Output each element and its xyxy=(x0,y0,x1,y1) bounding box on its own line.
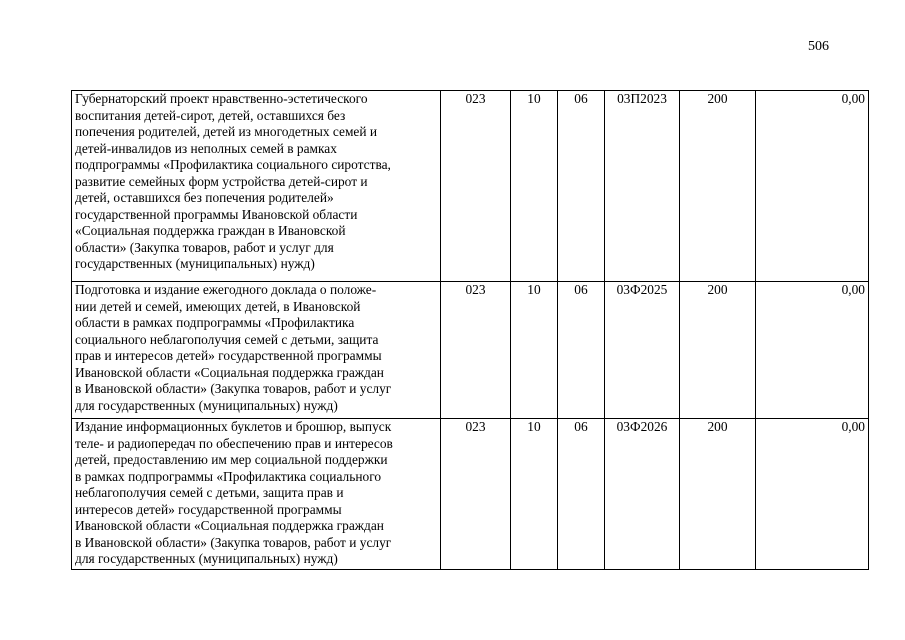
subsection-code-cell: 06 xyxy=(558,91,605,282)
ministry-code-cell: 023 xyxy=(441,91,511,282)
target-article-cell: 03Ф2026 xyxy=(605,419,680,570)
description-cell xyxy=(72,91,441,282)
target-article-cell: 03П2023 xyxy=(605,91,680,282)
description-line: интересов детей» государственной программы xyxy=(75,501,342,517)
description-line: воспитания детей-сирот, детей, оставшихся без xyxy=(75,107,346,123)
description-line: Издание информационных буклетов и брошюр, выпуск xyxy=(75,419,392,434)
expense-type-cell: 200 xyxy=(680,91,756,282)
target-article-cell: 03Ф2025 xyxy=(605,282,680,419)
description-line: Подготовка и издание ежегодного доклада о положе- xyxy=(75,282,377,297)
description-line: Ивановской области «Социальная поддержка граждан xyxy=(75,518,384,533)
description-line: для государственных (муниципальных) нужд) xyxy=(75,397,338,413)
expense-type-cell: 200 xyxy=(680,282,756,419)
description-line: государственной программы Ивановской области xyxy=(75,206,358,222)
description-line: социального неблагополучия семей с детьми, защита xyxy=(75,331,379,347)
description-line: теле- и радиопередач по обеспечению прав и интересов xyxy=(75,435,393,451)
description-line: в Ивановской области» (Закупка товаров, работ и услуг xyxy=(75,534,392,550)
amount-cell: 0,00 xyxy=(756,282,869,419)
description-cell xyxy=(72,419,441,570)
description-line: детей, предоставлению им мер социальной поддержки xyxy=(75,452,388,467)
table-row xyxy=(72,282,869,419)
table-row xyxy=(72,91,869,282)
section-code-cell: 10 xyxy=(511,419,558,570)
description-line: в Ивановской области» (Закупка товаров, работ и услуг xyxy=(75,381,392,396)
table-row xyxy=(72,419,869,570)
description-line: развитие семейных форм устройства детей-сирот и xyxy=(75,173,368,189)
section-code-cell: 10 xyxy=(511,91,558,282)
description-line: детей-инвалидов из неполных семей в рамках xyxy=(75,140,337,156)
section-code-cell: 10 xyxy=(511,282,558,419)
page-number: 506 xyxy=(808,39,829,54)
amount-cell: 0,00 xyxy=(756,91,869,282)
ministry-code-cell: 023 xyxy=(441,282,511,419)
description-line: подпрограммы «Профилактика социального сиротства, xyxy=(75,157,391,172)
ministry-code-cell: 023 xyxy=(441,419,511,570)
description-line: государственных (муниципальных) нужд) xyxy=(75,256,315,271)
description-line: Ивановской области «Социальная поддержка граждан xyxy=(75,364,384,380)
description-line: неблагополучия семей с детьми, защита прав и xyxy=(75,485,344,500)
subsection-code-cell: 06 xyxy=(558,282,605,419)
description-line: области» (Закупка товаров, работ и услуг для xyxy=(75,239,334,255)
description-line: прав и интересов детей» государственной программы xyxy=(75,348,382,363)
description-line: детей, оставшихся без попечения родителей» xyxy=(75,190,334,205)
description-line: «Социальная поддержка граждан в Ивановской xyxy=(75,223,346,238)
subsection-code-cell: 06 xyxy=(558,419,605,570)
description-line: нии детей и семей, имеющих детей, в Ивановской xyxy=(75,298,361,314)
amount-cell: 0,00 xyxy=(756,419,869,570)
description-line: в рамках подпрограммы «Профилактика социального xyxy=(75,468,382,484)
description-line: Губернаторский проект нравственно-эстетического xyxy=(75,91,368,106)
description-cell xyxy=(72,282,441,419)
description-line: для государственных (муниципальных) нужд) xyxy=(75,551,338,566)
description-line: попечения родителей, детей из многодетных семей и xyxy=(75,124,378,139)
budget-table xyxy=(71,90,869,570)
expense-type-cell: 200 xyxy=(680,419,756,570)
description-line: области в рамках подпрограммы «Профилактика xyxy=(75,315,355,330)
